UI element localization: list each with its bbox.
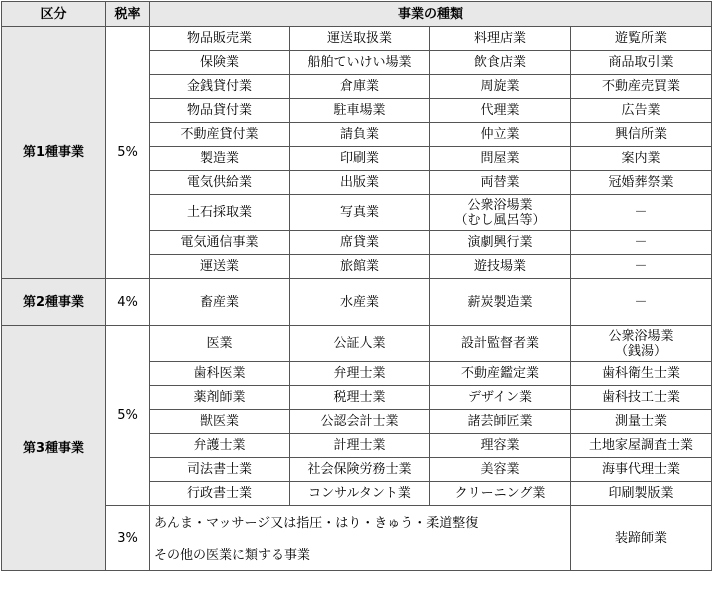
business-cell: 問屋業 bbox=[430, 147, 571, 171]
business-cell: 税理士業 bbox=[290, 386, 430, 410]
business-cell: 興信所業 bbox=[571, 123, 712, 147]
business-cell: 船舶ていけい場業 bbox=[290, 51, 430, 75]
business-cell: 不動産鑑定業 bbox=[430, 362, 571, 386]
business-cell: 遊技場業 bbox=[430, 255, 571, 279]
business-cell: 料理店業 bbox=[430, 27, 571, 51]
business-cell: 代理業 bbox=[430, 99, 571, 123]
business-cell: 旅館業 bbox=[290, 255, 430, 279]
business-cell: 歯科衛生士業 bbox=[571, 362, 712, 386]
business-cell: 駐車場業 bbox=[290, 99, 430, 123]
business-cell: 計理士業 bbox=[290, 434, 430, 458]
rate-type2: 4% bbox=[106, 279, 150, 326]
table-row bbox=[2, 506, 712, 541]
business-cell: 運送取扱業 bbox=[290, 27, 430, 51]
business-cell: 不動産売買業 bbox=[571, 75, 712, 99]
business-cell: 行政書士業 bbox=[150, 482, 290, 506]
business-cell: 薬剤師業 bbox=[150, 386, 290, 410]
business-cell: 司法書士業 bbox=[150, 458, 290, 482]
business-cell: 印刷製版業 bbox=[571, 482, 712, 506]
business-cell: 席貸業 bbox=[290, 231, 430, 255]
business-cell: 薪炭製造業 bbox=[430, 279, 571, 326]
business-cell: 測量士業 bbox=[571, 410, 712, 434]
rate-type1: 5% bbox=[106, 27, 150, 279]
header-types: 事業の種類 bbox=[150, 2, 712, 27]
business-cell: 案内業 bbox=[571, 147, 712, 171]
business-cell: 歯科医業 bbox=[150, 362, 290, 386]
business-cell: クリーニング業 bbox=[430, 482, 571, 506]
business-tax-table bbox=[1, 1, 712, 571]
business-cell: 装蹄師業 bbox=[571, 506, 712, 571]
business-cell: 遊覧所業 bbox=[571, 27, 712, 51]
business-cell: 写真業 bbox=[290, 195, 430, 231]
business-cell: 印刷業 bbox=[290, 147, 430, 171]
business-cell: 公認会計士業 bbox=[290, 410, 430, 434]
special-business-line2: その他の医業に類する事業 bbox=[150, 541, 571, 571]
business-cell: 電気通信事業 bbox=[150, 231, 290, 255]
category-type3: 第3種事業 bbox=[2, 326, 106, 571]
business-cell: 請負業 bbox=[290, 123, 430, 147]
business-cell: 商品取引業 bbox=[571, 51, 712, 75]
rate-type3-special: 3% bbox=[106, 506, 150, 571]
business-cell: 土地家屋調査士業 bbox=[571, 434, 712, 458]
business-cell: － bbox=[571, 195, 712, 231]
business-cell: 設計監督者業 bbox=[430, 326, 571, 362]
business-cell: 冠婚葬祭業 bbox=[571, 171, 712, 195]
special-business-line1: あんま・マッサージ又は指圧・はり・きゅう・柔道整復 bbox=[150, 506, 571, 541]
business-cell: 諸芸師匠業 bbox=[430, 410, 571, 434]
business-cell: 公証人業 bbox=[290, 326, 430, 362]
business-cell: 保険業 bbox=[150, 51, 290, 75]
business-cell: 畜産業 bbox=[150, 279, 290, 326]
header-category: 区分 bbox=[2, 2, 106, 27]
business-cell: 社会保険労務士業 bbox=[290, 458, 430, 482]
business-cell: 演劇興行業 bbox=[430, 231, 571, 255]
header-rate: 税率 bbox=[106, 2, 150, 27]
business-cell: － bbox=[571, 255, 712, 279]
business-cell: 物品貸付業 bbox=[150, 99, 290, 123]
business-cell: 弁理士業 bbox=[290, 362, 430, 386]
rate-type3: 5% bbox=[106, 326, 150, 506]
business-cell: 土石採取業 bbox=[150, 195, 290, 231]
business-cell: 出版業 bbox=[290, 171, 430, 195]
business-cell: コンサルタント業 bbox=[290, 482, 430, 506]
category-type2: 第2種事業 bbox=[2, 279, 106, 326]
business-cell: 公衆浴場業 （むし風呂等） bbox=[430, 195, 571, 231]
table-row bbox=[2, 27, 712, 51]
table-row bbox=[2, 279, 712, 326]
business-cell: 歯科技工士業 bbox=[571, 386, 712, 410]
business-cell: 水産業 bbox=[290, 279, 430, 326]
business-cell: 飲食店業 bbox=[430, 51, 571, 75]
business-cell: 電気供給業 bbox=[150, 171, 290, 195]
category-type1: 第1種事業 bbox=[2, 27, 106, 279]
business-cell: － bbox=[571, 231, 712, 255]
business-cell: 両替業 bbox=[430, 171, 571, 195]
business-cell: 海事代理士業 bbox=[571, 458, 712, 482]
business-cell: － bbox=[571, 279, 712, 326]
business-cell: 医業 bbox=[150, 326, 290, 362]
business-cell: 弁護士業 bbox=[150, 434, 290, 458]
header-row bbox=[2, 2, 712, 27]
business-cell: 仲立業 bbox=[430, 123, 571, 147]
business-cell: 周旋業 bbox=[430, 75, 571, 99]
business-cell: 物品販売業 bbox=[150, 27, 290, 51]
business-cell: 製造業 bbox=[150, 147, 290, 171]
business-cell: 広告業 bbox=[571, 99, 712, 123]
business-cell: 不動産貸付業 bbox=[150, 123, 290, 147]
business-cell: 獣医業 bbox=[150, 410, 290, 434]
table-row bbox=[2, 326, 712, 362]
business-cell: 金銭貸付業 bbox=[150, 75, 290, 99]
business-cell: 運送業 bbox=[150, 255, 290, 279]
business-cell: 理容業 bbox=[430, 434, 571, 458]
business-cell: 美容業 bbox=[430, 458, 571, 482]
business-cell: 公衆浴場業 （銭湯） bbox=[571, 326, 712, 362]
business-cell: デザイン業 bbox=[430, 386, 571, 410]
business-cell: 倉庫業 bbox=[290, 75, 430, 99]
